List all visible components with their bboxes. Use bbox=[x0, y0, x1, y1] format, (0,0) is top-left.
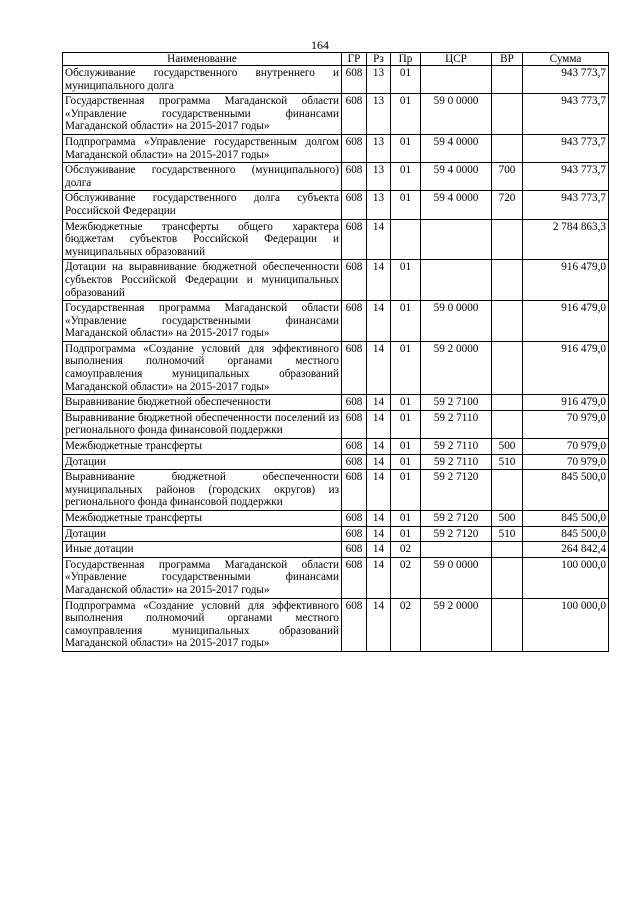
cell-vr bbox=[492, 470, 523, 511]
table-row bbox=[63, 301, 609, 342]
cell-rz: 14 bbox=[367, 395, 391, 411]
cell-vr bbox=[492, 134, 523, 162]
cell-gr: 608 bbox=[342, 260, 367, 301]
cell-csr: 59 2 7100 bbox=[421, 395, 492, 411]
cell-sum: 264 842,4 bbox=[523, 542, 609, 558]
cell-sum: 70 979,0 bbox=[523, 410, 609, 438]
header-name: Наименование bbox=[63, 53, 342, 66]
cell-gr: 608 bbox=[342, 454, 367, 470]
budget-table bbox=[62, 52, 609, 652]
cell-name: Государственная программа Магаданской области «Управление государственными финансами Магаданской области» на 2015-2017 годы» bbox=[63, 557, 342, 598]
cell-pr bbox=[391, 219, 421, 260]
cell-csr bbox=[421, 66, 492, 94]
cell-vr: 720 bbox=[492, 191, 523, 219]
cell-pr: 01 bbox=[391, 191, 421, 219]
cell-sum: 100 000,0 bbox=[523, 598, 609, 651]
table-row bbox=[63, 511, 609, 527]
cell-gr: 608 bbox=[342, 557, 367, 598]
cell-name: Межбюджетные трансферты bbox=[63, 439, 342, 455]
table-row bbox=[63, 526, 609, 542]
cell-vr bbox=[492, 395, 523, 411]
cell-pr: 01 bbox=[391, 439, 421, 455]
cell-pr: 01 bbox=[391, 526, 421, 542]
header-pr: Пр bbox=[391, 53, 421, 66]
cell-pr: 01 bbox=[391, 341, 421, 394]
cell-gr: 608 bbox=[342, 410, 367, 438]
cell-vr bbox=[492, 542, 523, 558]
cell-sum: 70 979,0 bbox=[523, 454, 609, 470]
cell-sum: 916 479,0 bbox=[523, 260, 609, 301]
cell-name: Выравнивание бюджетной обеспеченности муниципальных районов (городских округов) из регионального фонда финансовой поддержки bbox=[63, 470, 342, 511]
table-row bbox=[63, 598, 609, 651]
cell-rz: 13 bbox=[367, 134, 391, 162]
cell-sum: 845 500,0 bbox=[523, 526, 609, 542]
cell-name: Выравнивание бюджетной обеспеченности поселений из регионального фонда финансовой поддержки bbox=[63, 410, 342, 438]
cell-vr: 510 bbox=[492, 454, 523, 470]
cell-name: Подпрограмма «Управление государственным долгом Магаданской области» на 2015-2017 годы» bbox=[63, 134, 342, 162]
cell-rz: 14 bbox=[367, 470, 391, 511]
cell-name: Дотации bbox=[63, 454, 342, 470]
cell-rz: 14 bbox=[367, 260, 391, 301]
cell-vr: 500 bbox=[492, 511, 523, 527]
cell-gr: 608 bbox=[342, 395, 367, 411]
cell-name: Дотации bbox=[63, 526, 342, 542]
cell-sum: 943 773,7 bbox=[523, 66, 609, 94]
header-rz: Рз bbox=[367, 53, 391, 66]
cell-csr: 59 2 7120 bbox=[421, 511, 492, 527]
cell-vr: 700 bbox=[492, 163, 523, 191]
cell-rz: 13 bbox=[367, 66, 391, 94]
cell-name: Иные дотации bbox=[63, 542, 342, 558]
cell-rz: 14 bbox=[367, 526, 391, 542]
cell-pr: 01 bbox=[391, 66, 421, 94]
cell-gr: 608 bbox=[342, 526, 367, 542]
table-row bbox=[63, 470, 609, 511]
table-row bbox=[63, 454, 609, 470]
cell-gr: 608 bbox=[342, 301, 367, 342]
cell-rz: 13 bbox=[367, 163, 391, 191]
cell-vr bbox=[492, 341, 523, 394]
cell-name: Обслуживание государственного (муниципального) долга bbox=[63, 163, 342, 191]
cell-csr: 59 4 0000 bbox=[421, 134, 492, 162]
cell-csr: 59 2 7110 bbox=[421, 410, 492, 438]
page-number: 164 bbox=[311, 38, 329, 52]
header-sum: Сумма bbox=[523, 53, 609, 66]
cell-rz: 14 bbox=[367, 557, 391, 598]
cell-rz: 14 bbox=[367, 542, 391, 558]
table-row bbox=[63, 341, 609, 394]
cell-csr: 59 2 7120 bbox=[421, 470, 492, 511]
cell-sum: 943 773,7 bbox=[523, 134, 609, 162]
cell-vr bbox=[492, 260, 523, 301]
cell-gr: 608 bbox=[342, 542, 367, 558]
cell-pr: 02 bbox=[391, 557, 421, 598]
cell-pr: 01 bbox=[391, 134, 421, 162]
cell-csr bbox=[421, 219, 492, 260]
cell-name: Государственная программа Магаданской области «Управление государственными финансами Магаданской области» на 2015-2017 годы» bbox=[63, 301, 342, 342]
cell-pr: 01 bbox=[391, 163, 421, 191]
cell-sum: 2 784 863,3 bbox=[523, 219, 609, 260]
cell-pr: 01 bbox=[391, 470, 421, 511]
cell-name: Межбюджетные трансферты общего характера бюджетам субъектов Российской Федерации и муниципальных образований bbox=[63, 219, 342, 260]
cell-pr: 02 bbox=[391, 542, 421, 558]
cell-csr: 59 2 7110 bbox=[421, 439, 492, 455]
cell-pr: 01 bbox=[391, 94, 421, 135]
cell-csr: 59 2 0000 bbox=[421, 341, 492, 394]
cell-vr bbox=[492, 301, 523, 342]
table-row bbox=[63, 219, 609, 260]
cell-gr: 608 bbox=[342, 439, 367, 455]
cell-vr bbox=[492, 94, 523, 135]
table-row bbox=[63, 191, 609, 219]
cell-csr bbox=[421, 260, 492, 301]
table-row bbox=[63, 66, 609, 94]
cell-sum: 916 479,0 bbox=[523, 341, 609, 394]
cell-vr: 510 bbox=[492, 526, 523, 542]
cell-name: Подпрограмма «Создание условий для эффективного выполнения полномочий органами местного самоуправления муниципальных образований Магаданской области» на 2015-2017 годы» bbox=[63, 598, 342, 651]
cell-sum: 916 479,0 bbox=[523, 301, 609, 342]
cell-rz: 14 bbox=[367, 410, 391, 438]
cell-sum: 943 773,7 bbox=[523, 94, 609, 135]
cell-csr: 59 2 7120 bbox=[421, 526, 492, 542]
cell-gr: 608 bbox=[342, 94, 367, 135]
cell-pr: 01 bbox=[391, 260, 421, 301]
cell-pr: 01 bbox=[391, 395, 421, 411]
header-vr: ВР bbox=[492, 53, 523, 66]
cell-pr: 01 bbox=[391, 511, 421, 527]
header-csr: ЦСР bbox=[421, 53, 492, 66]
cell-sum: 100 000,0 bbox=[523, 557, 609, 598]
cell-gr: 608 bbox=[342, 219, 367, 260]
cell-csr: 59 0 0000 bbox=[421, 94, 492, 135]
table-row bbox=[63, 542, 609, 558]
cell-rz: 13 bbox=[367, 94, 391, 135]
cell-vr bbox=[492, 557, 523, 598]
cell-pr: 02 bbox=[391, 598, 421, 651]
cell-sum: 943 773,7 bbox=[523, 191, 609, 219]
cell-sum: 845 500,0 bbox=[523, 470, 609, 511]
table-header-row bbox=[63, 53, 609, 66]
cell-rz: 14 bbox=[367, 454, 391, 470]
table-row bbox=[63, 410, 609, 438]
cell-csr: 59 4 0000 bbox=[421, 191, 492, 219]
cell-gr: 608 bbox=[342, 511, 367, 527]
cell-gr: 608 bbox=[342, 598, 367, 651]
cell-rz: 14 bbox=[367, 301, 391, 342]
table-row bbox=[63, 557, 609, 598]
cell-name: Обслуживание государственного долга субъекта Российской Федерации bbox=[63, 191, 342, 219]
cell-gr: 608 bbox=[342, 341, 367, 394]
cell-csr: 59 0 0000 bbox=[421, 301, 492, 342]
cell-gr: 608 bbox=[342, 163, 367, 191]
cell-rz: 14 bbox=[367, 511, 391, 527]
header-gr: ГР bbox=[342, 53, 367, 66]
cell-csr: 59 2 7110 bbox=[421, 454, 492, 470]
cell-name: Дотации на выравнивание бюджетной обеспеченности субъектов Российской Федерации и муниципальных образований bbox=[63, 260, 342, 301]
cell-rz: 14 bbox=[367, 219, 391, 260]
cell-sum: 943 773,7 bbox=[523, 163, 609, 191]
cell-sum: 916 479,0 bbox=[523, 395, 609, 411]
cell-gr: 608 bbox=[342, 134, 367, 162]
cell-rz: 13 bbox=[367, 191, 391, 219]
cell-rz: 14 bbox=[367, 598, 391, 651]
cell-name: Выравнивание бюджетной обеспеченности bbox=[63, 395, 342, 411]
cell-sum: 845 500,0 bbox=[523, 511, 609, 527]
cell-gr: 608 bbox=[342, 191, 367, 219]
table-row bbox=[63, 260, 609, 301]
table-body bbox=[63, 66, 609, 652]
cell-name: Межбюджетные трансферты bbox=[63, 511, 342, 527]
cell-vr bbox=[492, 410, 523, 438]
cell-gr: 608 bbox=[342, 66, 367, 94]
table-row bbox=[63, 439, 609, 455]
table-row bbox=[63, 134, 609, 162]
cell-csr: 59 4 0000 bbox=[421, 163, 492, 191]
cell-csr bbox=[421, 542, 492, 558]
cell-gr: 608 bbox=[342, 470, 367, 511]
cell-pr: 01 bbox=[391, 454, 421, 470]
table-row bbox=[63, 94, 609, 135]
cell-pr: 01 bbox=[391, 410, 421, 438]
cell-rz: 14 bbox=[367, 439, 391, 455]
cell-name: Государственная программа Магаданской области «Управление государственными финансами Магаданской области» на 2015-2017 годы» bbox=[63, 94, 342, 135]
cell-csr: 59 2 0000 bbox=[421, 598, 492, 651]
cell-sum: 70 979,0 bbox=[523, 439, 609, 455]
cell-vr: 500 bbox=[492, 439, 523, 455]
cell-rz: 14 bbox=[367, 341, 391, 394]
table-row bbox=[63, 395, 609, 411]
cell-vr bbox=[492, 219, 523, 260]
cell-name: Обслуживание государственного внутреннего и муниципального долга bbox=[63, 66, 342, 94]
cell-csr: 59 0 0000 bbox=[421, 557, 492, 598]
cell-name: Подпрограмма «Создание условий для эффективного выполнения полномочий органами местного самоуправления муниципальных образований Магаданской области» на 2015-2017 годы» bbox=[63, 341, 342, 394]
table-row bbox=[63, 163, 609, 191]
cell-vr bbox=[492, 66, 523, 94]
cell-pr: 01 bbox=[391, 301, 421, 342]
cell-vr bbox=[492, 598, 523, 651]
